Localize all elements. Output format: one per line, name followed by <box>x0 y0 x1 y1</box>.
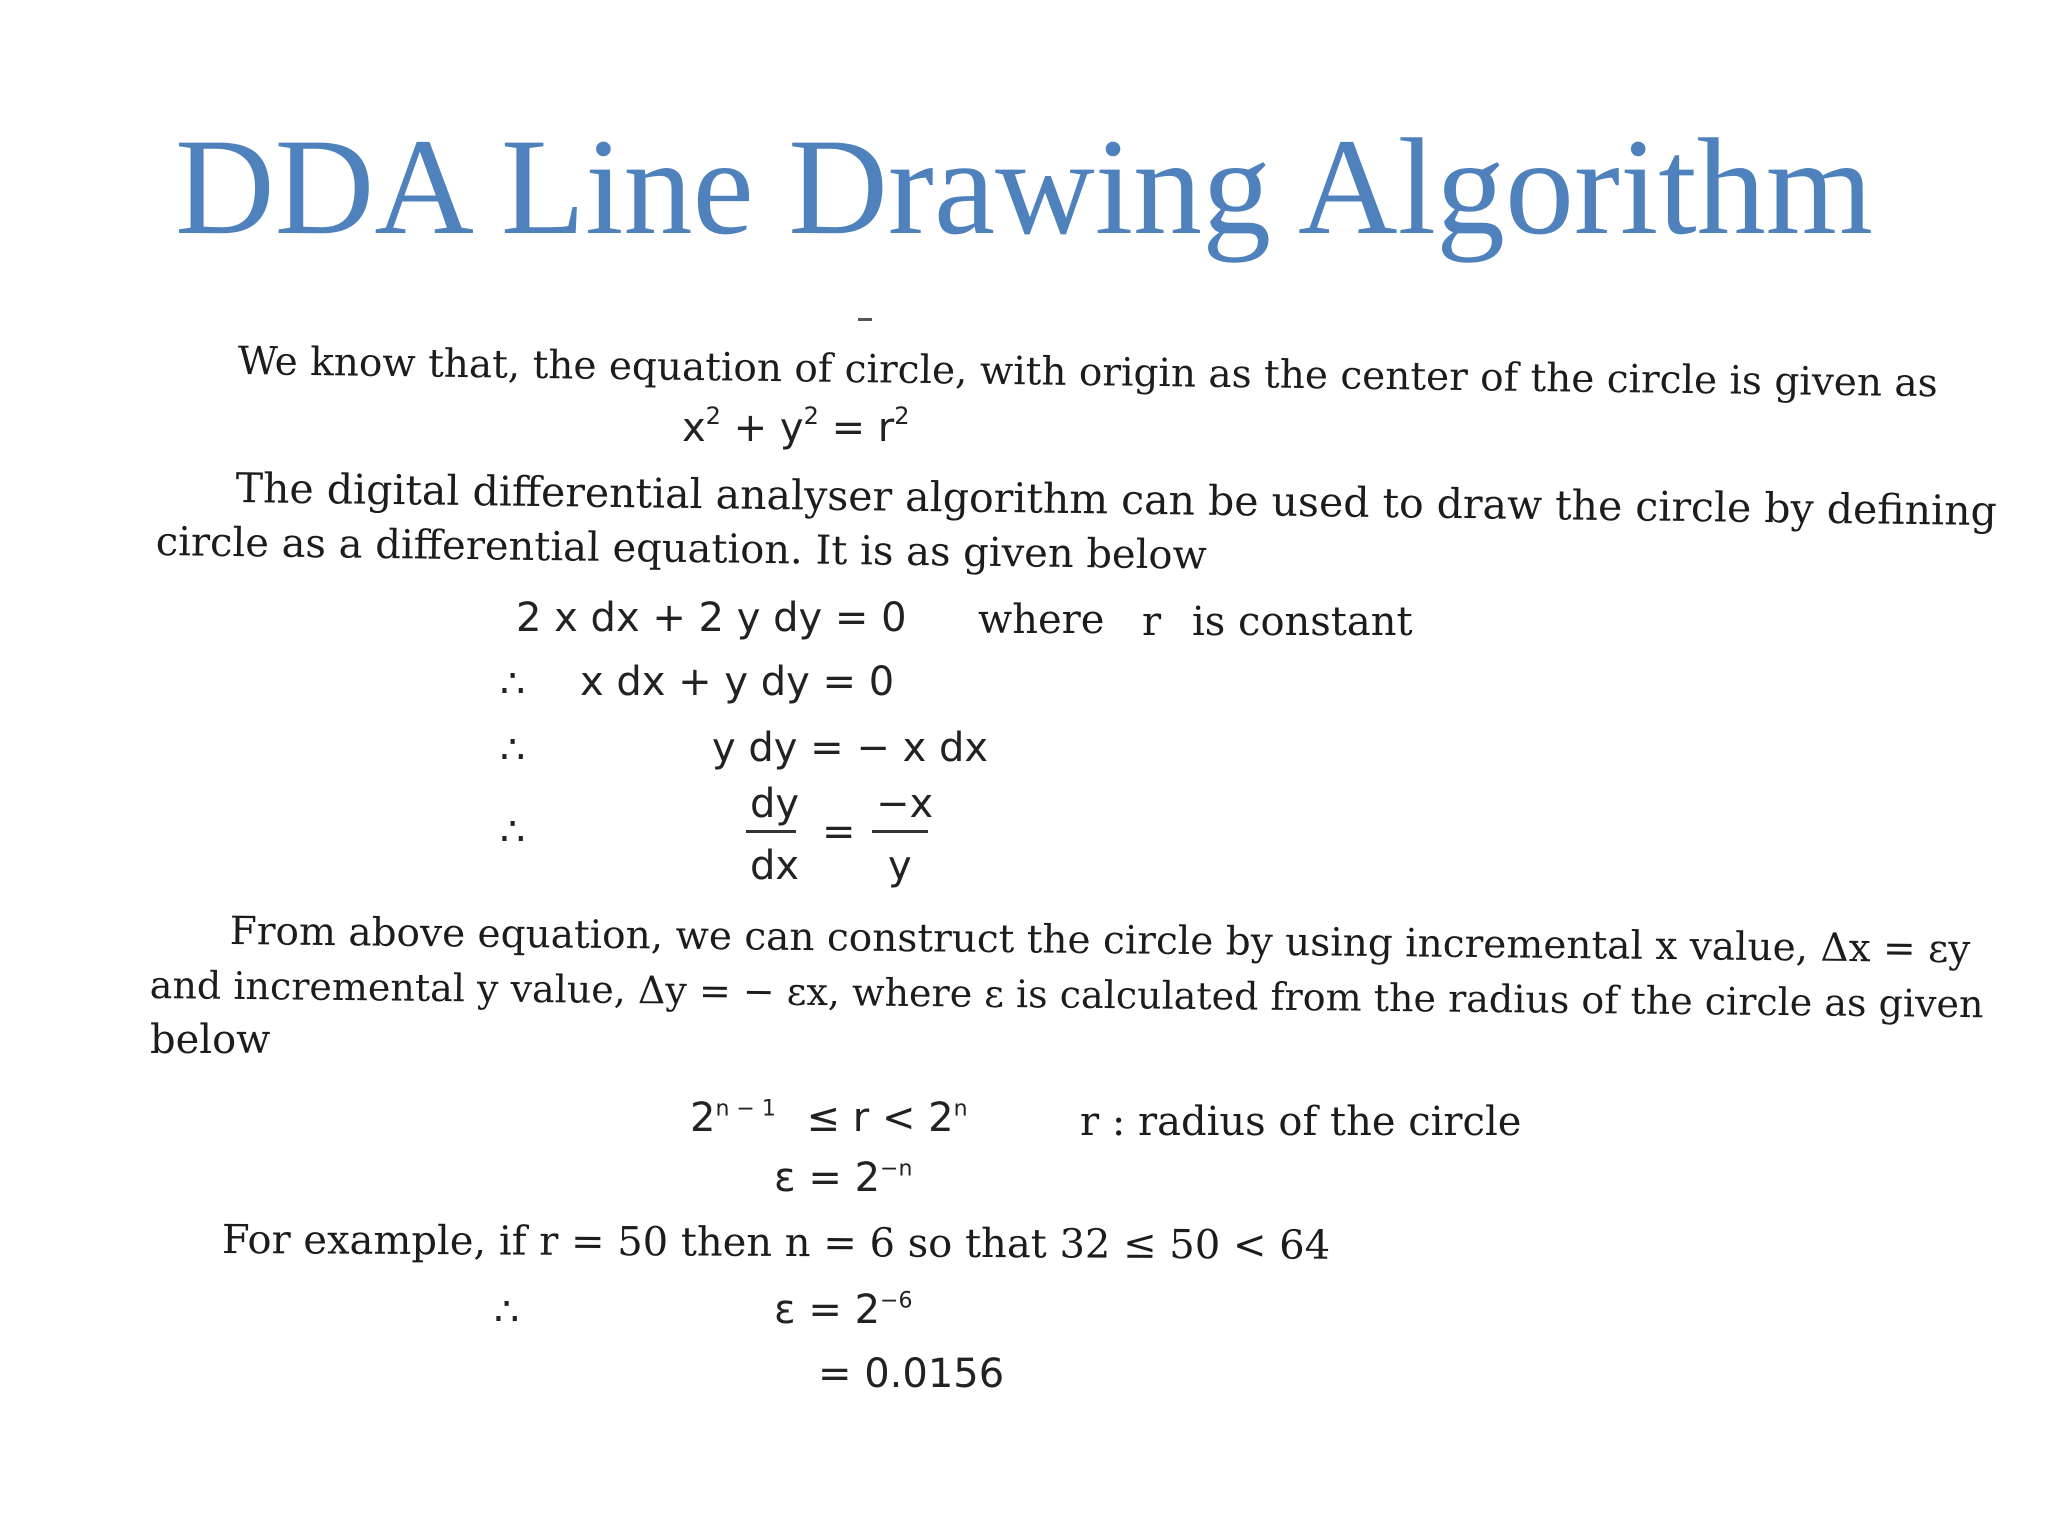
therefore-symbol-2: ∴ <box>500 727 526 773</box>
equation-1: 2 x dx + 2 y dy = 0 <box>516 595 907 641</box>
radius-note: r : radius of the circle <box>1080 1099 1522 1145</box>
epsilon-example-lhs: ε = 2 <box>774 1287 881 1333</box>
epsilon-def-exp: −n <box>880 1156 913 1182</box>
circle-eq-r-exp: 2 <box>894 402 910 431</box>
fraction-right-bar <box>872 830 928 833</box>
epsilon-example-exp: −6 <box>880 1288 913 1314</box>
circle-eq-x: x <box>682 405 706 451</box>
therefore-symbol-1: ∴ <box>500 661 526 707</box>
paragraph-3-line-3: below <box>150 1017 271 1063</box>
equation-1-note-where: where <box>978 597 1105 643</box>
slide-title: DDA Line Drawing Algorithm <box>175 110 1873 263</box>
epsilon-result: = 0.0156 <box>818 1351 1005 1397</box>
paragraph-2-line-1: The digital differential analyser algorithm can be used to draw the circle by defining <box>235 464 1998 536</box>
equation-1-note-constant: is constant <box>1192 599 1413 645</box>
scan-mark <box>858 318 872 321</box>
fraction-equals: = <box>822 809 856 855</box>
fraction-left-numerator: dy <box>750 781 800 827</box>
circle-eq-x-exp: 2 <box>705 402 721 431</box>
intro-line: We know that, the equation of circle, with origin as the center of the circle is given as <box>237 339 1938 407</box>
paragraph-3-line-2: and incremental y value, Δy = − εx, where ε is calculated from the radius of the circle as given <box>149 963 1984 1027</box>
epsilon-def-lhs: ε = 2 <box>774 1155 881 1201</box>
fraction-right-denominator: y <box>888 843 912 889</box>
inequality-exp-right: n <box>953 1096 968 1122</box>
fraction-left-bar <box>746 830 796 833</box>
inequality-base-left: 2 <box>690 1095 716 1141</box>
circle-eq-eq-r: = r <box>818 405 895 451</box>
circle-eq-y-exp: 2 <box>803 402 819 431</box>
inequality-exp-left: n − 1 <box>715 1096 776 1122</box>
therefore-symbol-4: ∴ <box>494 1289 520 1335</box>
equation-2: x dx + y dy = 0 <box>580 659 895 705</box>
radius-inequality <box>690 1095 968 1141</box>
circle-eq-plus-y: + y <box>720 405 804 451</box>
equation-1-note-r: r <box>1142 599 1162 645</box>
epsilon-example <box>774 1287 913 1333</box>
fraction-left-denominator: dx <box>750 843 800 889</box>
circle-equation <box>682 402 910 451</box>
inequality-middle: ≤ r < 2 <box>806 1095 954 1141</box>
epsilon-definition <box>774 1155 913 1201</box>
equation-3: y dy = − x dx <box>712 725 989 771</box>
paragraph-2-line-2: circle as a differential equation. It is as given below <box>155 519 1208 579</box>
fraction-right-numerator: −x <box>876 781 934 827</box>
paragraph-3-line-1: From above equation, we can construct the circle by using incremental x value, Δx = εy <box>229 909 1971 973</box>
therefore-symbol-3: ∴ <box>500 809 526 855</box>
example-line: For example, if r = 50 then n = 6 so that 32 ≤ 50 < 64 <box>221 1217 1331 1269</box>
